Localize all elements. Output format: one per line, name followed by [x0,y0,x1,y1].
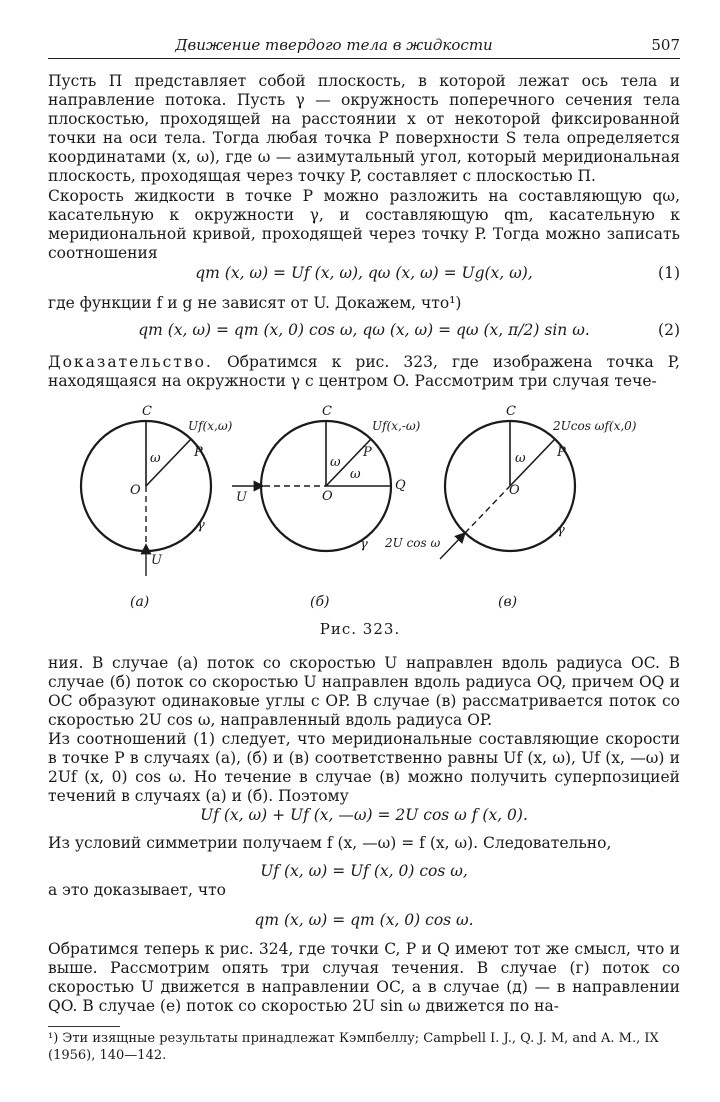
panel-a [81,404,233,610]
panel-c-flow-arrow [440,534,464,559]
panel-b-label-o: O [322,489,333,504]
panel-c-label-flow: 2U cos ω [385,536,441,550]
footnote-rule [48,1026,120,1027]
paragraph-7: Из условий симметрии получаем f (x, —ω) = f (x, ω). Следовательно, [48,834,612,852]
equation-1-number: (1) [658,264,680,282]
panel-c-flow-dash [465,486,510,533]
page-number: 507 [651,36,680,54]
panel-c-label-force: 2Ucos ωf(x,0) [553,419,637,433]
equation-5-body: qm (x, ω) = qm (x, 0) cos ω. [254,911,474,929]
equation-5 [48,911,680,931]
header-title: Движение твердого тела в жидкости [175,36,493,54]
panel-c-label-p: P [557,445,566,460]
paragraph-9: Обратимся теперь к рис. 324, где точки C, P и Q имеют тот же смысл, что и выше. Рассмотрим опять три случая течения. В случае (г) поток со скоростью U движется в направлении OC, а в случае (д) — в направлении QO. В случае (е) поток со скоростью 2U sin ω движется по на- [48,940,680,1015]
panel-a-caption: (а) [130,594,150,610]
equation-3 [48,806,680,826]
equation-4 [48,862,680,882]
paragraph-8: а это доказывает, что [48,881,227,899]
panel-b-label-force: Uf(x,-ω) [372,419,421,433]
panel-c [384,404,637,610]
panel-c-caption: (в) [498,594,518,610]
footnote: ¹) Эти изящные результаты принадлежат Кэмпбеллу; Campbell I. J., Q. J. M, and A. M., IX (1956), 140—142. [48,1031,659,1063]
equation-2-body: qm (x, ω) = qm (x, 0) cos ω, qω (x, ω) = qω (x, π/2) sin ω. [138,321,590,339]
proof-lead: Доказательство. [48,353,213,371]
panel-a-label-o: O [130,483,141,498]
equation-3-body: Uf (x, ω) + Uf (x, —ω) = 2U cos ω f (x, 0). [200,806,528,824]
paragraph-2: Скорость жидкости в точке P можно разложить на составляющую qω, касательную к окружности γ, и составляющую qm, касательную к меридиональной кривой, проходящей через точку P. Тогда можно записать соотношения [48,187,680,262]
equation-2-number: (2) [658,321,680,339]
panel-a-label-c: C [142,404,152,419]
panel-b-label-c: C [322,404,332,419]
paragraph-4 [48,353,680,391]
panel-c-label-c: C [506,404,516,419]
paragraph-5: ния. В случае (а) поток со скоростью U направлен вдоль радиуса OC. В случае (б) поток со скоростью U направлен вдоль радиуса OQ, причем OQ и OC образуют одинаковые углы с OP. В случае (в) рассматривается поток со скоростью 2U cos ω, направленный вдоль радиуса OP. [48,654,680,729]
equation-1-body: qm (x, ω) = Uf (x, ω), qω (x, ω) = Ug(x, ω), [195,264,533,282]
panel-b-caption: (б) [310,594,330,610]
panel-b-label-u: U [236,490,247,505]
paragraph-3: где функции f и g не зависят от U. Докажем, что¹) [48,294,462,312]
panel-a-label-force: Uf(x,ω) [188,419,233,433]
panel-a-label-p: P [194,445,203,460]
panel-b-label-omega1: ω [330,455,341,470]
equation-2 [48,321,680,341]
panel-b-label-gamma: γ [360,537,368,552]
panel-a-label-u: U [151,553,162,568]
panel-b-label-q: Q [395,478,406,493]
equation-4-body: Uf (x, ω) = Uf (x, 0) cos ω, [260,862,468,880]
paragraph-4-body: Обратимся к рис. 323, где изображена точка P, находящаяся на окружности γ с центром O. Рассмотрим три случая тече- [48,353,680,390]
panel-c-label-o: O [509,483,520,498]
figure-323 [60,396,680,636]
paragraph-1: Пусть П представляет собой плоскость, в которой лежат ось тела и направление потока. Пусть γ — окружность поперечного сечения тела плоскостью, проходящей на расстоянии x от некоторой фиксированной точки на оси тела. Тогда любая точка P поверхности S тела определяется координатами (x, ω), где ω — азимутальный угол, который меридиональная плоскость, проходящая через точку P, составляет с плоскостью П. [48,72,680,185]
panel-b-label-p: P [363,445,372,460]
paragraph-6: Из соотношений (1) следует, что меридиональные составляющие скорости в точке P в случаях (а), (б) и (в) соответственно равны Uf (x, ω), Uf (x, —ω) и 2Uf (x, 0) cos ω. Но течение в случае (в) можно получить суперпозицией течений в случаях (а) и (б). Поэтому [48,730,680,805]
equation-1 [48,264,680,284]
panel-b [232,404,421,610]
figure-caption: Рис. 323. [319,620,401,638]
running-header [48,34,680,59]
panel-c-label-gamma: γ [557,523,565,538]
panel-c-label-omega: ω [515,451,526,466]
panel-a-label-omega: ω [150,451,161,466]
panel-b-label-omega2: ω [350,467,361,482]
panel-a-label-gamma: γ [197,518,205,533]
